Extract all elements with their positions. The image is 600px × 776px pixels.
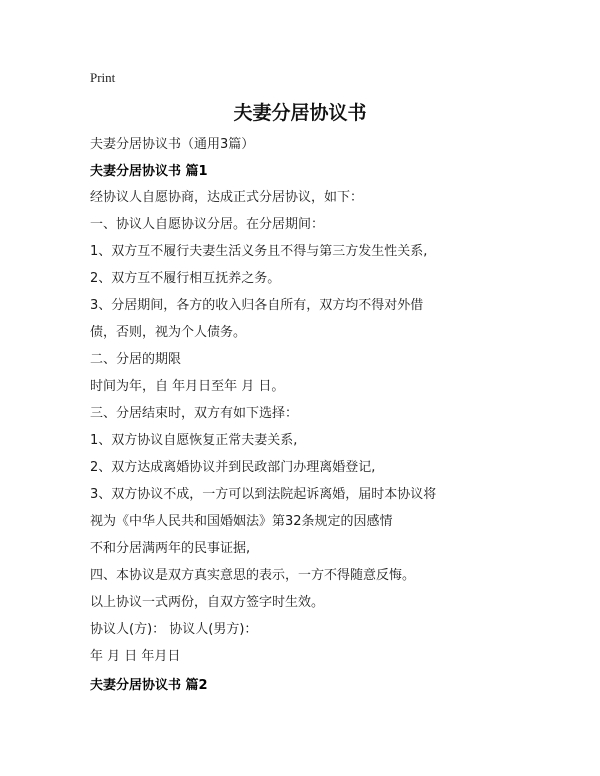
signature-line: 协议人(方)： 协议人(男方)：: [90, 622, 258, 637]
document-subtitle: 夫妻分居协议书（通用3篇）: [90, 137, 255, 152]
paragraph-line: 三、分居结束时，双方有如下选择：: [90, 406, 299, 421]
date-line: 年 月 日 年月日: [90, 649, 181, 664]
document-title: 夫妻分居协议书: [233, 102, 367, 124]
paragraph-line: 1、双方互不履行夫妻生活义务且不得与第三方发生性关系,: [90, 244, 428, 259]
paragraph-line: 债，否则，视为个人债务。: [90, 325, 247, 340]
print-link[interactable]: Print: [90, 70, 116, 85]
paragraph-line: 不和分居满两年的民事证据,: [90, 541, 251, 556]
paragraph-line: 2、双方达成离婚协议并到民政部门办理离婚登记,: [90, 460, 376, 475]
paragraph-line: 经协议人自愿协商，达成正式分居协议，如下：: [90, 190, 364, 205]
paragraph-line: 二、分居的期限: [90, 352, 182, 367]
paragraph-line: 视为《中华人民共和国婚姻法》第32条规定的因感情: [90, 514, 393, 529]
paragraph-line: 2、双方互不履行相互抚养之务。: [90, 271, 281, 286]
paragraph-line: 以上协议一式两份，自双方签字时生效。: [90, 595, 325, 610]
paragraph-line: 3、双方协议不成，一方可以到法院起诉离婚，届时本协议将: [90, 487, 437, 502]
paragraph-line: 3、分居期间，各方的收入归各自所有，双方均不得对外借: [90, 298, 424, 313]
section-1-heading: 夫妻分居协议书 篇1: [90, 164, 208, 179]
paragraph-line: 一、协议人自愿协议分居。在分居期间：: [90, 217, 325, 232]
paragraph-line: 四、本协议是双方真实意思的表示，一方不得随意反悔。: [90, 568, 416, 583]
section-2-heading: 夫妻分居协议书 篇2: [90, 678, 208, 693]
paragraph-line: 1、双方协议自愿恢复正常夫妻关系,: [90, 433, 298, 448]
paragraph-line: 时间为年，自 年月日至年 月 日。: [90, 379, 285, 394]
